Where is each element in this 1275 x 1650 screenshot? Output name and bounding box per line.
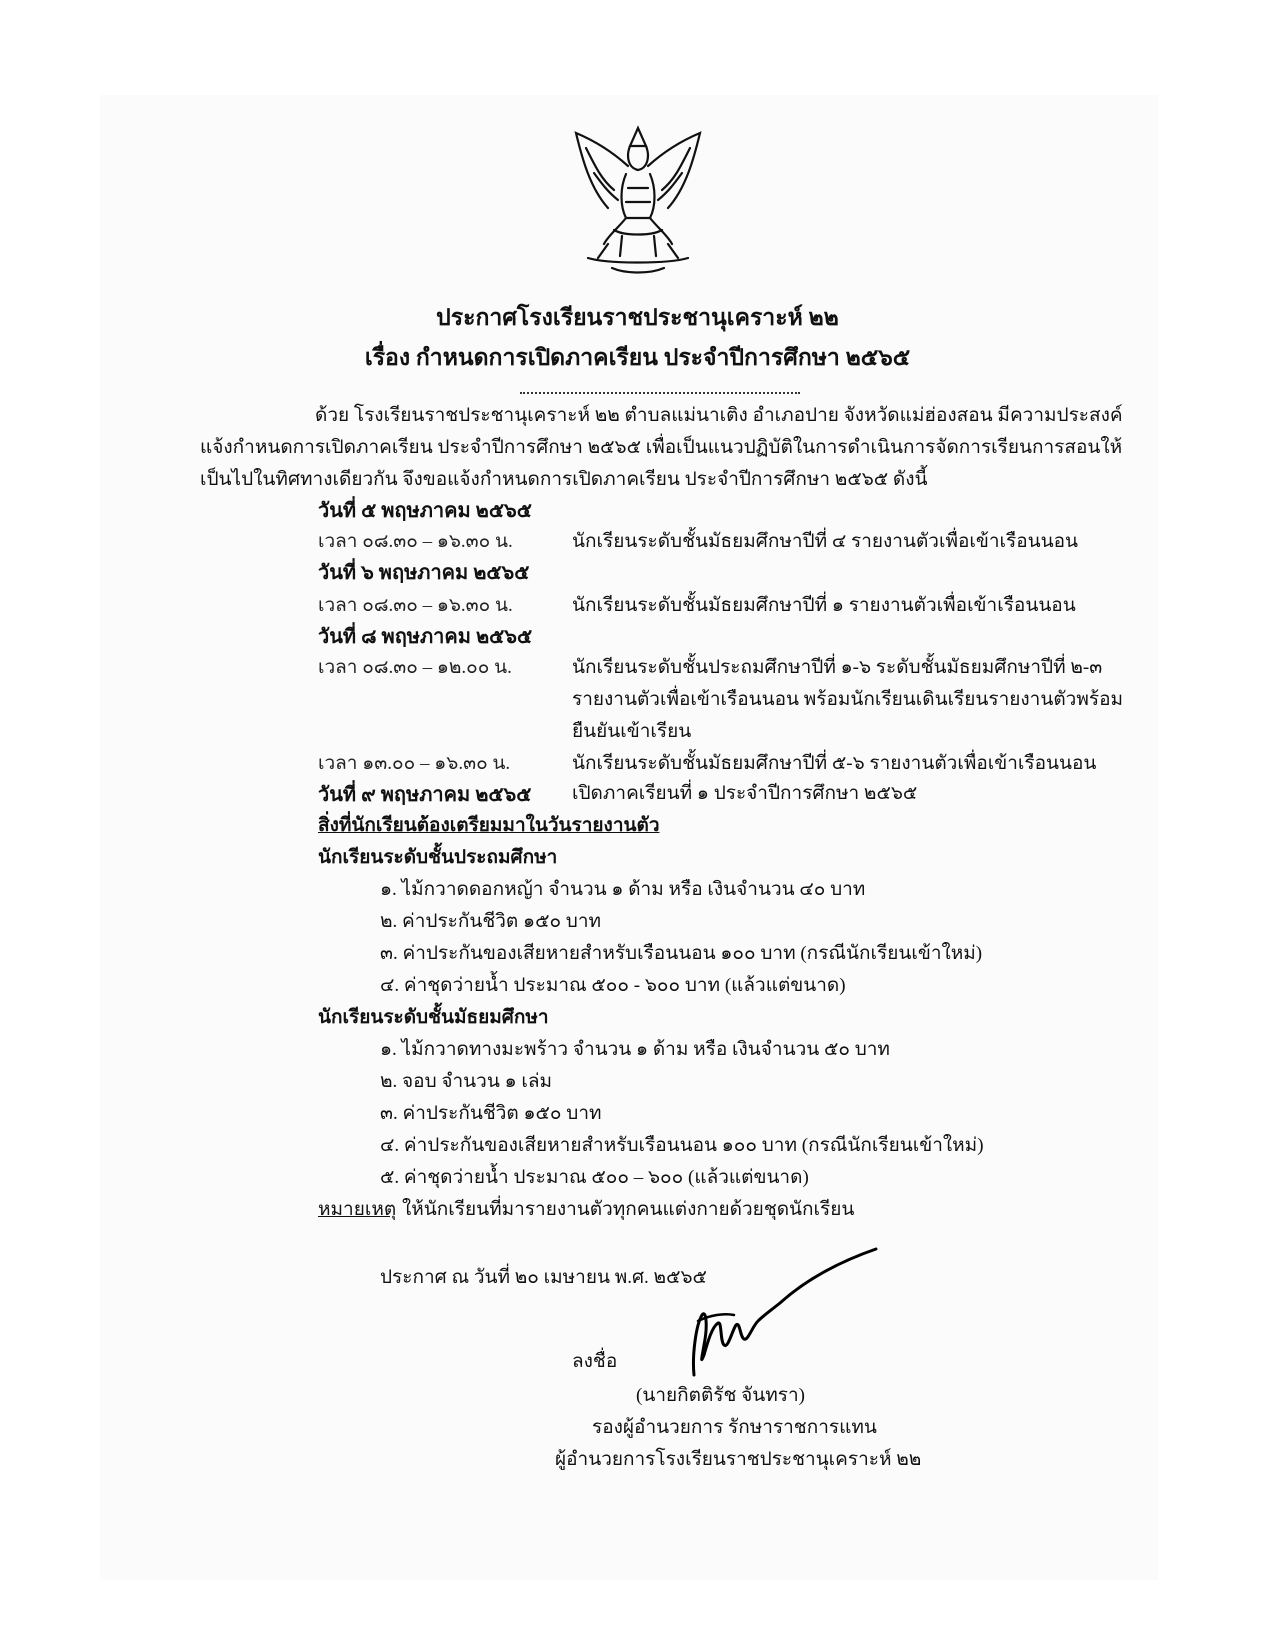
schedule-desc-2: นักเรียนระดับชั้นมัธยมศึกษาปีที่ ๑ รายงานตัวเพื่อเข้าเรือนนอน (572, 595, 1076, 616)
schedule-time-3a: เวลา ๐๘.๓๐ – ๑๒.๐๐ น. (318, 657, 512, 678)
schedule-desc-3b: นักเรียนระดับชั้นมัธยมศึกษาปีที่ ๕-๖ รายงานตัวเพื่อเข้าเรือนนอน (572, 753, 1097, 774)
announced-date: ประกาศ ณ วันที่ ๒๐ เมษายน พ.ศ. ๒๕๖๕ (380, 1267, 707, 1288)
secondary-item-2: ๒. จอบ จำนวน ๑ เล่ม (380, 1071, 553, 1092)
schedule-date-3: วันที่ ๘ พฤษภาคม ๒๕๖๕ (318, 626, 533, 648)
secondary-item-4: ๔. ค่าประกันของเสียหายสำหรับเรือนนอน ๑๐๐ บาท (กรณีนักเรียนเข้าใหม่) (380, 1135, 984, 1156)
schedule-desc-1: นักเรียนระดับชั้นมัธยมศึกษาปีที่ ๔ รายงานตัวเพื่อเข้าเรือนนอน (572, 531, 1079, 552)
schedule-desc-3a-line2: รายงานตัวเพื่อเข้าเรือนนอน พร้อมนักเรียนเดินเรียนรายงานตัวพร้อม (572, 689, 1123, 710)
title-divider (520, 392, 800, 394)
signer-name: (นายกิตติรัช จันทรา) (636, 1385, 805, 1406)
schedule-time-1: เวลา ๐๘.๓๐ – ๑๖.๓๐ น. (318, 531, 513, 552)
schedule-desc-3a-line1: นักเรียนระดับชั้นประถมศึกษาปีที่ ๑-๖ ระดับชั้นมัธยมศึกษาปีที่ ๒-๓ (572, 657, 1103, 678)
schedule-date-1: วันที่ ๕ พฤษภาคม ๒๕๖๕ (318, 500, 532, 522)
schedule-desc-4: เปิดภาคเรียนที่ ๑ ประจำปีการศึกษา ๒๕๖๕ (572, 783, 918, 804)
schedule-time-3b: เวลา ๑๓.๐๐ – ๑๖.๓๐ น. (318, 753, 511, 774)
garuda-emblem (568, 118, 708, 278)
schedule-date-2: วันที่ ๖ พฤษภาคม ๒๕๖๕ (318, 562, 530, 584)
schedule-date-4: วันที่ ๙ พฤษภาคม ๒๕๖๕ (318, 784, 532, 806)
intro-line-2: แจ้งกำหนดการเปิดภาคเรียน ประจำปีการศึกษา ๒๕๖๕ เพื่อเป็นแนวปฏิบัติในการดำเนินการจัดการเรียนการสอนให้ (200, 437, 1123, 458)
note-text: ให้นักเรียนที่มารายงานตัวทุกคนแต่งกายด้วยชุดนักเรียน (402, 1199, 855, 1220)
secondary-item-5: ๕. ค่าชุดว่ายน้ำ ประมาณ ๕๐๐ – ๖๐๐ (แล้วแต่ขนาด) (380, 1167, 809, 1188)
announcement-subject: เรื่อง กำหนดการเปิดภาคเรียน ประจำปีการศึกษา ๒๕๖๕ (364, 345, 911, 370)
signature-image (690, 1245, 880, 1395)
secondary-item-3: ๓. ค่าประกันชีวิต ๑๕๐ บาท (380, 1103, 602, 1124)
signer-position-2: ผู้อำนวยการโรงเรียนราชประชานุเคราะห์ ๒๒ (555, 1449, 922, 1470)
primary-item-4: ๔. ค่าชุดว่ายน้ำ ประมาณ ๕๐๐ - ๖๐๐ บาท (แล้วแต่ขนาด) (380, 975, 846, 996)
primary-heading: นักเรียนระดับชั้นประถมศึกษา (318, 847, 558, 868)
prepare-heading: สิ่งที่นักเรียนต้องเตรียมมาในวันรายงานตัว (318, 815, 660, 836)
secondary-item-1: ๑. ไม้กวาดทางมะพร้าว จำนวน ๑ ด้าม หรือ เงินจำนวน ๕๐ บาท (380, 1039, 890, 1060)
note-label: หมายเหตุ (318, 1199, 397, 1220)
sign-label: ลงชื่อ (572, 1351, 618, 1372)
announcement-title: ประกาศโรงเรียนราชประชานุเคราะห์ ๒๒ (436, 305, 839, 330)
secondary-heading: นักเรียนระดับชั้นมัธยมศึกษา (318, 1007, 549, 1028)
primary-item-1: ๑. ไม้กวาดดอกหญ้า จำนวน ๑ ด้าม หรือ เงินจำนวน ๔๐ บาท (380, 879, 866, 900)
schedule-time-2: เวลา ๐๘.๓๐ – ๑๖.๓๐ น. (318, 595, 513, 616)
primary-item-3: ๓. ค่าประกันของเสียหายสำหรับเรือนนอน ๑๐๐ บาท (กรณีนักเรียนเข้าใหม่) (380, 943, 983, 964)
intro-line-1: ด้วย โรงเรียนราชประชานุเคราะห์ ๒๒ ตำบลแม่นาเติง อำเภอปาย จังหวัดแม่ฮ่องสอน มีความประสงค์ (315, 405, 1123, 426)
schedule-desc-3a-line3: ยืนยันเข้าเรียน (572, 721, 692, 742)
intro-line-3: เป็นไปในทิศทางเดียวกัน จึงขอแจ้งกำหนดการเปิดภาคเรียน ประจำปีการศึกษา ๒๕๖๕ ดังนี้ (200, 469, 928, 490)
signer-position-1: รองผู้อำนวยการ รักษาราชการแทน (592, 1417, 877, 1438)
primary-item-2: ๒. ค่าประกันชีวิต ๑๕๐ บาท (380, 911, 602, 932)
